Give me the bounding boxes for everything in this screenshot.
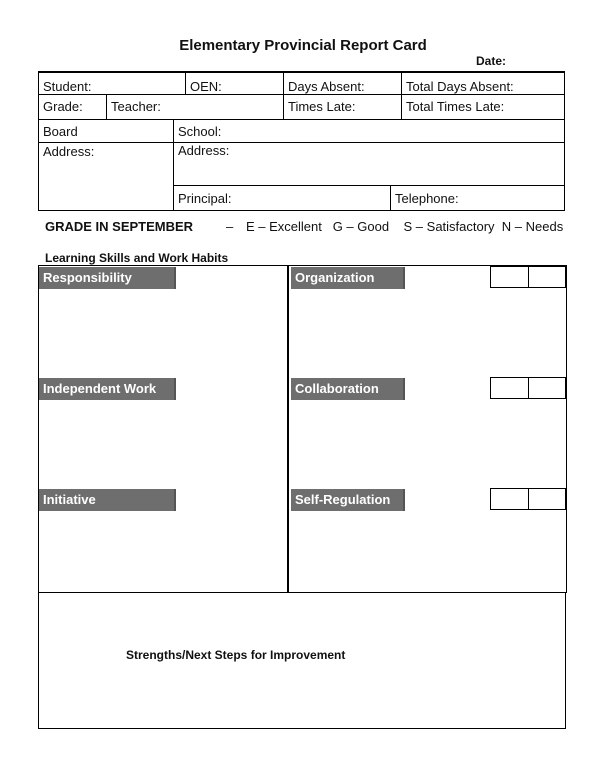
page-title: Elementary Provincial Report Card — [179, 37, 427, 54]
organization-grade-box-1[interactable] — [490, 266, 529, 288]
self-regulation-grade-box-2[interactable] — [528, 488, 566, 510]
board-label: Board — [43, 124, 78, 139]
organization-comment-area[interactable] — [290, 290, 565, 376]
student-label: Student: — [43, 79, 92, 94]
date-label: Date: — [476, 54, 507, 68]
grading-scale: E – Excellent G – Good S – Satisfactory N – Needs — [246, 219, 564, 234]
skill-independent-work: Independent Work — [39, 378, 176, 400]
skill-self-regulation: Self-Regulation — [291, 489, 405, 511]
self-regulation-grade-box-1[interactable] — [490, 488, 529, 510]
school-address-label: Address: — [178, 143, 230, 158]
total-times-late-label: Total Times Late: — [406, 99, 505, 114]
grading-dash: – — [226, 219, 234, 234]
collaboration-grade-box-1[interactable] — [490, 377, 529, 399]
responsibility-comment-area[interactable] — [40, 290, 286, 376]
oen-label: OEN: — [190, 79, 222, 94]
times-late-label: Times Late: — [288, 99, 356, 114]
independent-work-comment-area[interactable] — [40, 401, 286, 487]
strengths-next-steps-label: Strengths/Next Steps for Improvement — [126, 648, 346, 662]
teacher-label: Teacher: — [111, 99, 161, 114]
grade-in-september-heading: GRADE IN SEPTEMBER — [45, 219, 194, 234]
learning-skills-heading: Learning Skills and Work Habits — [45, 251, 229, 265]
board-address-label: Address: — [43, 144, 95, 159]
school-label: School: — [178, 124, 222, 139]
collaboration-grade-box-2[interactable] — [528, 377, 566, 399]
grade-label: Grade: — [43, 99, 83, 114]
skill-initiative: Initiative — [39, 489, 176, 511]
telephone-label: Telephone: — [395, 191, 459, 206]
total-days-absent-label: Total Days Absent: — [406, 79, 514, 94]
principal-label: Principal: — [178, 191, 232, 206]
days-absent-label: Days Absent: — [288, 79, 365, 94]
organization-grade-box-2[interactable] — [528, 266, 566, 288]
collaboration-comment-area[interactable] — [290, 401, 565, 487]
initiative-comment-area[interactable] — [40, 512, 286, 590]
self-regulation-comment-area[interactable] — [290, 512, 565, 590]
skill-organization: Organization — [291, 267, 405, 289]
skill-collaboration: Collaboration — [291, 378, 405, 400]
skill-responsibility: Responsibility — [39, 267, 176, 289]
